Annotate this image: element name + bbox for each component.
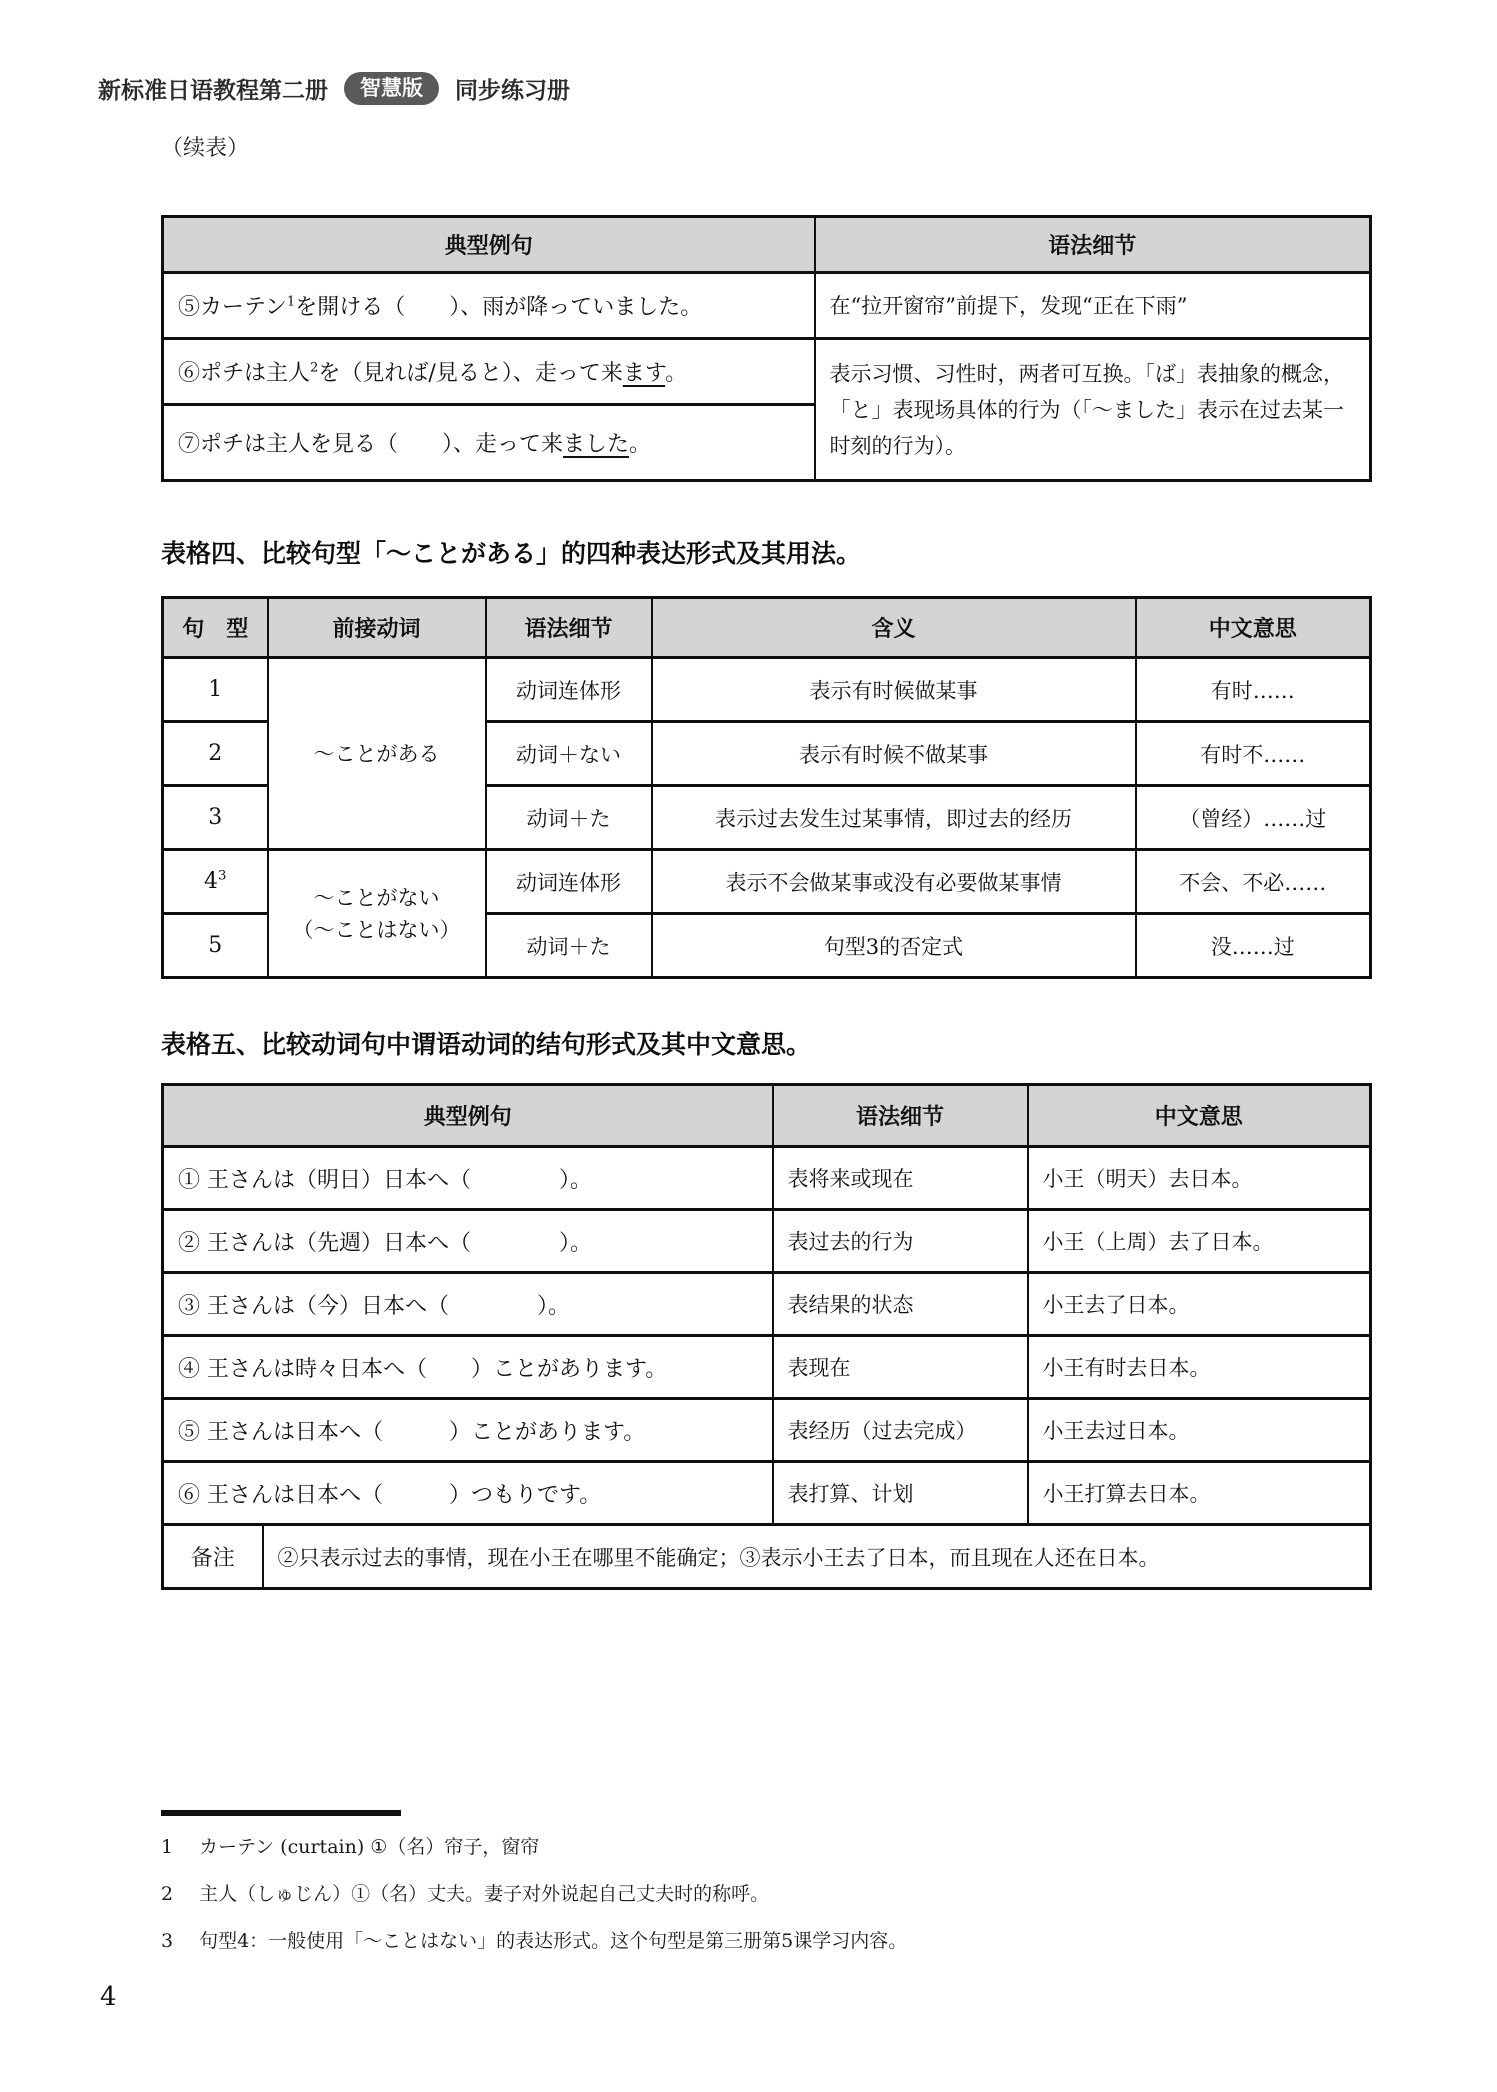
grammar-detail-cell: 表过去的行为: [773, 1210, 1028, 1273]
chinese-meaning-cell: 有时……: [1136, 658, 1371, 722]
table-row: [163, 1462, 1371, 1525]
footnote: [161, 1879, 1369, 1909]
column-header-chinese-meaning: 中文意思: [1028, 1085, 1371, 1147]
chinese-meaning-cell: 小王（明天）去日本。: [1028, 1147, 1371, 1210]
column-header-example: 典型例句: [163, 1085, 773, 1147]
example-cell: ⑤ 王さんは日本へ（ ）ことがあります。: [163, 1399, 773, 1462]
footnote-text: 句型4：一般使用「～ことはない」的表达形式。这个句型是第三册第5课学习内容。: [199, 1930, 908, 1952]
table-row: [163, 1399, 1371, 1462]
page-number: 4: [100, 1982, 117, 2012]
grammar-detail-cell: 表将来或现在: [773, 1147, 1028, 1210]
chinese-meaning-cell: 小王（上周）去了日本。: [1028, 1210, 1371, 1273]
grammar-detail-cell: 动词＋ない: [486, 722, 652, 786]
preceding-verb-cell: ～ことがある: [268, 658, 486, 850]
page-header: [98, 72, 570, 105]
edition-badge: 智慧版: [344, 72, 439, 105]
example-cell: [163, 339, 815, 405]
column-header-example: 典型例句: [163, 217, 815, 273]
note-label-cell: 备注: [163, 1525, 263, 1589]
column-header-grammar-detail: 语法细节: [773, 1085, 1028, 1147]
continued-table-header-row: [163, 217, 1371, 273]
grammar-detail-cell: 动词＋た: [486, 786, 652, 850]
column-header-grammar-detail: 语法细节: [815, 217, 1371, 273]
footnote-reference: 3: [218, 868, 227, 884]
footnote-text: カーテン (curtain) ①（名）帘子，窗帘: [199, 1836, 540, 1858]
underlined-text: ます: [622, 361, 666, 386]
example-text: 。: [629, 432, 652, 457]
example-cell: ⑥ 王さんは日本へ（ ）つもりです。: [163, 1462, 773, 1525]
example-text: を開ける（ ）、雨が降っていました。: [295, 295, 703, 320]
table4-title: 表格四、比较句型「～ことがある」的四种表达形式及其用法。: [161, 539, 862, 568]
preceding-verb-cell: [268, 850, 486, 978]
pattern-number-cell: 5: [163, 914, 268, 978]
example-text: ⑦ポチは主人を見る（ ）、走って来: [178, 432, 564, 457]
grammar-detail-cell: 在“拉开窗帘”前提下，发现“正在下雨”: [815, 273, 1371, 339]
example-text: ⑥ポチは主人: [178, 361, 311, 386]
table-row: [163, 658, 1371, 722]
table-row: [163, 1210, 1371, 1273]
chinese-meaning-cell: （曾经）……过: [1136, 786, 1371, 850]
footnote-divider: [161, 1810, 401, 1816]
grammar-detail-cell: 表现在: [773, 1336, 1028, 1399]
note-text-cell: ②只表示过去的事情，现在小王在哪里不能确定；③表示小王去了日本，而且现在人还在日本。: [263, 1525, 1371, 1589]
grammar-detail-cell: 表结果的状态: [773, 1273, 1028, 1336]
sentence-pattern-table: [161, 596, 1372, 979]
underlined-text: ました: [563, 432, 630, 457]
continued-table: [161, 215, 1372, 482]
footnote-number: 2: [161, 1883, 174, 1905]
pattern-number: 4: [204, 869, 219, 894]
table-row: [163, 850, 1371, 914]
table5-header-row: [163, 1085, 1371, 1147]
chinese-meaning-cell: 小王去了日本。: [1028, 1273, 1371, 1336]
chinese-meaning-cell: 不会、不必……: [1136, 850, 1371, 914]
table-row: [163, 1336, 1371, 1399]
chinese-meaning-cell: 没……过: [1136, 914, 1371, 978]
note-row: [163, 1525, 1371, 1589]
footnote: [161, 1832, 1369, 1862]
table-row: [163, 1147, 1371, 1210]
column-header-pattern: 句 型: [163, 598, 268, 658]
book-title: 新标准日语教程第二册: [98, 78, 328, 105]
table-row: [163, 273, 1371, 339]
example-cell: ③ 王さんは（今）日本へ（ ）。: [163, 1273, 773, 1336]
example-cell: ② 王さんは（先週）日本へ（ ）。: [163, 1210, 773, 1273]
chinese-meaning-cell: 有时不……: [1136, 722, 1371, 786]
example-text: ⑤カーテン: [178, 295, 287, 320]
example-cell: ④ 王さんは時々日本へ（ ）ことがあります。: [163, 1336, 773, 1399]
grammar-detail-cell: 表经历（过去完成）: [773, 1399, 1028, 1462]
footnotes-section: [161, 1810, 1369, 1956]
grammar-detail-cell: 动词连体形: [486, 658, 652, 722]
chinese-meaning-cell: 小王有时去日本。: [1028, 1336, 1371, 1399]
pattern-number-cell: 2: [163, 722, 268, 786]
footnote-number: 3: [161, 1930, 174, 1952]
table-row: [163, 1273, 1371, 1336]
column-header-grammar-detail: 语法细节: [486, 598, 652, 658]
footnote-reference: 2: [310, 360, 319, 376]
footnote-text: 主人（しゅじん）①（名）丈夫。妻子对外说起自己丈夫时的称呼。: [199, 1883, 770, 1905]
pattern-number-cell: 1: [163, 658, 268, 722]
table5-title: 表格五、比较动词句中谓语动词的结句形式及其中文意思。: [161, 1030, 812, 1059]
meaning-cell: 表示过去发生过某事情，即过去的经历: [652, 786, 1136, 850]
table-row: [163, 339, 1371, 405]
footnote-number: 1: [161, 1836, 174, 1858]
preceding-verb-line: （～ことはない）: [292, 917, 461, 942]
grammar-detail-cell: 动词＋た: [486, 914, 652, 978]
example-text: を（見れば/見ると）、走って来: [318, 361, 623, 386]
chinese-meaning-cell: 小王打算去日本。: [1028, 1462, 1371, 1525]
preceding-verb-line: ～ことがない: [313, 885, 440, 910]
page-content: [161, 132, 1369, 1973]
example-cell: ① 王さんは（明日）日本へ（ ）。: [163, 1147, 773, 1210]
chinese-meaning-cell: 小王去过日本。: [1028, 1399, 1371, 1462]
example-text: 。: [665, 361, 688, 386]
grammar-detail-cell: 动词连体形: [486, 850, 652, 914]
grammar-detail-cell: 表打算、计划: [773, 1462, 1028, 1525]
column-header-meaning: 含义: [652, 598, 1136, 658]
meaning-cell: 表示有时候不做某事: [652, 722, 1136, 786]
footnote-reference: 1: [286, 294, 296, 310]
column-header-preceding-verb: 前接动词: [268, 598, 486, 658]
predicate-verb-table: [161, 1083, 1372, 1590]
continued-table-label: （续表）: [161, 136, 250, 161]
footnote: [161, 1926, 1369, 1956]
pattern-number-cell: [163, 850, 268, 914]
table4-header-row: [163, 598, 1371, 658]
book-subtitle: 同步练习册: [455, 78, 570, 105]
example-cell: [163, 273, 815, 339]
grammar-detail-merged-cell: 表示习惯、习性时，两者可互换。「ば」表抽象的概念，「と」表现场具体的行为（「～ました」表示在过去某一时刻的行为）。: [815, 339, 1371, 481]
meaning-cell: 表示有时候做某事: [652, 658, 1136, 722]
column-header-chinese-meaning: 中文意思: [1136, 598, 1371, 658]
meaning-cell: 表示不会做某事或没有必要做某事情: [652, 850, 1136, 914]
pattern-number-cell: 3: [163, 786, 268, 850]
meaning-cell: 句型3的否定式: [652, 914, 1136, 978]
example-cell: [163, 405, 815, 481]
